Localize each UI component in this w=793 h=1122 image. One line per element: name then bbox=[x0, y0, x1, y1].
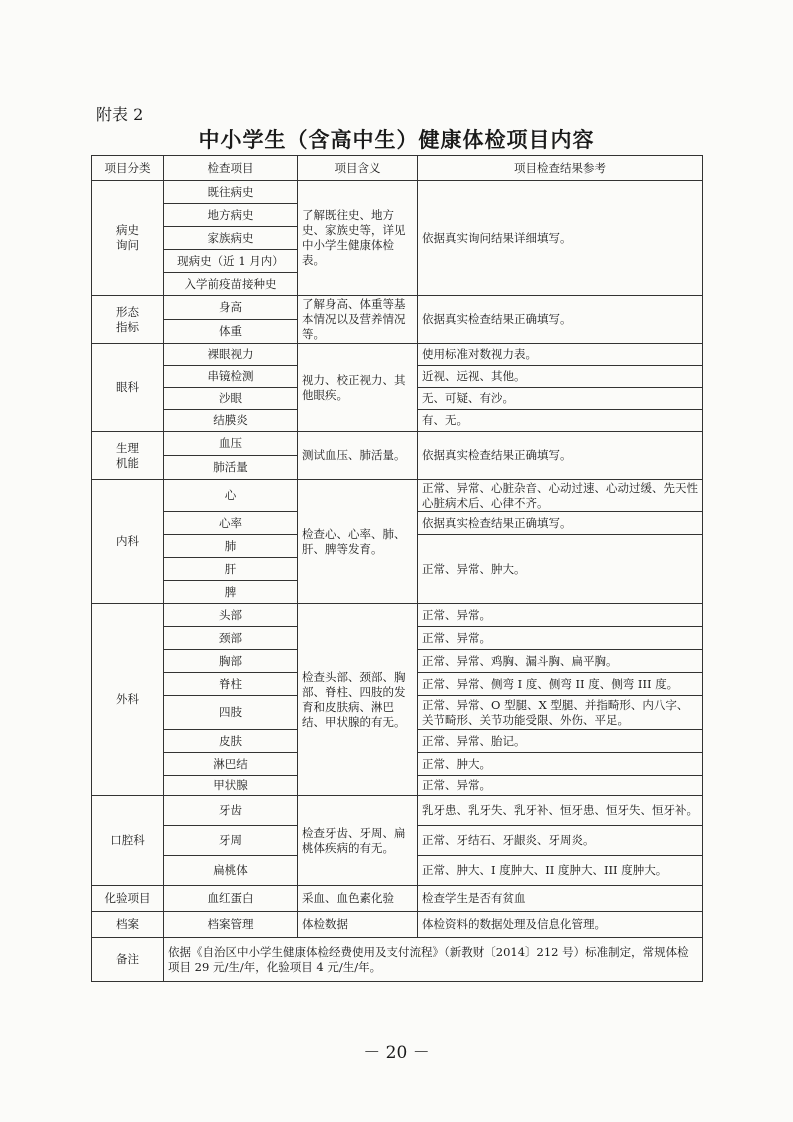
meaning-cell: 采血、血色素化验 bbox=[298, 886, 418, 912]
item-cell: 既往病史 bbox=[164, 181, 298, 204]
item-cell: 血压 bbox=[164, 432, 298, 456]
reference-cell: 依据真实检查结果正确填写。 bbox=[418, 512, 703, 535]
item-cell: 甲状腺 bbox=[164, 776, 298, 796]
column-header: 项目分类 bbox=[92, 156, 164, 181]
reference-cell: 依据真实询问结果详细填写。 bbox=[418, 181, 703, 296]
item-cell: 入学前疫苗接种史 bbox=[164, 273, 298, 296]
column-header: 项目含义 bbox=[298, 156, 418, 181]
meaning-cell: 检查头部、颈部、胸部、脊柱、四肢的发育和皮肤病、淋巴结、甲状腺的有无。 bbox=[298, 604, 418, 796]
meaning-cell: 体检数据 bbox=[298, 912, 418, 938]
category-eye: 眼科 bbox=[92, 344, 164, 432]
reference-cell: 正常、异常、胎记。 bbox=[418, 730, 703, 753]
item-cell: 档案管理 bbox=[164, 912, 298, 938]
reference-cell: 乳牙患、乳牙失、乳牙补、恒牙患、恒牙失、恒牙补。 bbox=[418, 796, 703, 826]
reference-cell: 正常、异常。 bbox=[418, 604, 703, 627]
item-cell: 肺活量 bbox=[164, 456, 298, 480]
item-cell: 脾 bbox=[164, 581, 298, 604]
appendix-label: 附表 2 bbox=[96, 105, 144, 124]
item-cell: 串镜检测 bbox=[164, 366, 298, 388]
table-row bbox=[92, 432, 703, 456]
category-dental: 口腔科 bbox=[92, 796, 164, 886]
item-cell: 四肢 bbox=[164, 696, 298, 730]
category-morphology: 形态 指标 bbox=[92, 296, 164, 344]
table-row bbox=[92, 796, 703, 826]
reference-cell: 无、可疑、有沙。 bbox=[418, 388, 703, 410]
reference-cell: 检查学生是否有贫血 bbox=[418, 886, 703, 912]
reference-cell: 依据真实检查结果正确填写。 bbox=[418, 432, 703, 480]
reference-cell: 使用标准对数视力表。 bbox=[418, 344, 703, 366]
reference-cell: 正常、肿大、I 度肿大、II 度肿大、III 度肿大。 bbox=[418, 856, 703, 886]
reference-cell: 正常、异常、鸡胸、漏斗胸、扁平胸。 bbox=[418, 650, 703, 673]
meaning-cell: 检查牙齿、牙周、扁桃体疾病的有无。 bbox=[298, 796, 418, 886]
category-history: 病史 询问 bbox=[92, 181, 164, 296]
reference-cell: 正常、异常、心脏杂音、心动过速、心动过缓、先天性心脏病术后、心律不齐。 bbox=[418, 480, 703, 512]
health-checkup-table bbox=[91, 155, 703, 982]
category-internal: 内科 bbox=[92, 480, 164, 604]
item-cell: 淋巴结 bbox=[164, 753, 298, 776]
reference-cell: 正常、异常。 bbox=[418, 776, 703, 796]
item-cell: 地方病史 bbox=[164, 204, 298, 227]
item-cell: 皮肤 bbox=[164, 730, 298, 753]
category-archive: 档案 bbox=[92, 912, 164, 938]
item-cell: 肺 bbox=[164, 535, 298, 558]
item-cell: 颈部 bbox=[164, 627, 298, 650]
item-cell: 血红蛋白 bbox=[164, 886, 298, 912]
table-row bbox=[92, 886, 703, 912]
reference-cell: 正常、异常。 bbox=[418, 627, 703, 650]
column-header: 项目检查结果参考 bbox=[418, 156, 703, 181]
reference-cell: 体检资料的数据处理及信息化管理。 bbox=[418, 912, 703, 938]
page-number: － 20 － bbox=[363, 1043, 430, 1063]
table-row bbox=[92, 480, 703, 512]
meaning-cell: 视力、校正视力、其他眼疾。 bbox=[298, 344, 418, 432]
reference-cell: 近视、远视、其他。 bbox=[418, 366, 703, 388]
column-header: 检查项目 bbox=[164, 156, 298, 181]
item-cell: 牙齿 bbox=[164, 796, 298, 826]
reference-cell: 正常、异常、肿大。 bbox=[418, 535, 703, 604]
table-header-row bbox=[92, 156, 703, 181]
category-lab: 化验项目 bbox=[92, 886, 164, 912]
item-cell: 身高 bbox=[164, 296, 298, 320]
item-cell: 头部 bbox=[164, 604, 298, 627]
category-note: 备注 bbox=[92, 938, 164, 982]
item-cell: 扁桃体 bbox=[164, 856, 298, 886]
reference-cell: 正常、异常、侧弯 I 度、侧弯 II 度、侧弯 III 度。 bbox=[418, 673, 703, 696]
item-cell: 心 bbox=[164, 480, 298, 512]
table-row bbox=[92, 604, 703, 627]
table-row bbox=[92, 296, 703, 320]
item-cell: 肝 bbox=[164, 558, 298, 581]
item-cell: 体重 bbox=[164, 320, 298, 344]
table-row bbox=[92, 912, 703, 938]
table-row bbox=[92, 938, 703, 982]
item-cell: 牙周 bbox=[164, 826, 298, 856]
table-row bbox=[92, 344, 703, 366]
item-cell: 现病史（近 1 月内） bbox=[164, 250, 298, 273]
reference-cell: 正常、牙结石、牙龈炎、牙周炎。 bbox=[418, 826, 703, 856]
category-physiology: 生理 机能 bbox=[92, 432, 164, 480]
item-cell: 沙眼 bbox=[164, 388, 298, 410]
item-cell: 结膜炎 bbox=[164, 410, 298, 432]
item-cell: 胸部 bbox=[164, 650, 298, 673]
note-cell: 依据《自治区中小学生健康体检经费使用及支付流程》（新教财〔2014〕212 号）标准制定，常规体检项目 29 元/生/年，化验项目 4 元/生/年。 bbox=[164, 938, 703, 982]
meaning-cell: 了解既往史、地方史、家族史等，详见中小学生健康体检表。 bbox=[298, 181, 418, 296]
meaning-cell: 测试血压、肺活量。 bbox=[298, 432, 418, 480]
table-row bbox=[92, 181, 703, 204]
item-cell: 家族病史 bbox=[164, 227, 298, 250]
reference-cell: 依据真实检查结果正确填写。 bbox=[418, 296, 703, 344]
reference-cell: 正常、肿大。 bbox=[418, 753, 703, 776]
reference-cell: 正常、异常、O 型腿、X 型腿、并指畸形、内八字、关节畸形、关节功能受限、外伤、平足。 bbox=[418, 696, 703, 730]
item-cell: 脊柱 bbox=[164, 673, 298, 696]
category-surgery: 外科 bbox=[92, 604, 164, 796]
document-title: 中小学生（含高中生）健康体检项目内容 bbox=[198, 127, 595, 152]
item-cell: 心率 bbox=[164, 512, 298, 535]
meaning-cell: 检查心、心率、肺、肝、脾等发育。 bbox=[298, 480, 418, 604]
meaning-cell: 了解身高、体重等基本情况以及营养情况等。 bbox=[298, 296, 418, 344]
item-cell: 裸眼视力 bbox=[164, 344, 298, 366]
reference-cell: 有、无。 bbox=[418, 410, 703, 432]
